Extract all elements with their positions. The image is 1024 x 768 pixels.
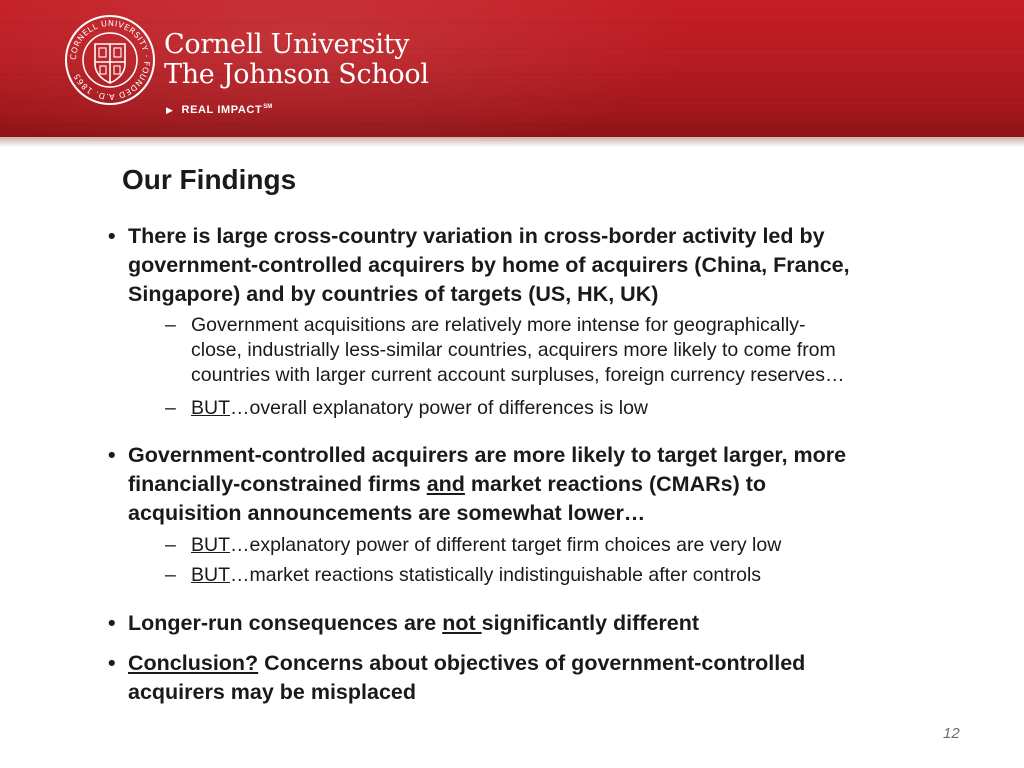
but-emphasis: BUT [191,534,230,556]
sub-dash: – [165,397,176,419]
page-number: 12 [943,725,960,742]
bullet-1 [108,222,1008,309]
not-emphasis: not [442,611,482,635]
tagline [166,104,272,116]
header-banner [0,0,1024,137]
bullet-dot: • [108,443,116,467]
bullet-2-sub-2 [165,563,1011,588]
sub-line-1: Government acquisitions are relatively more intense for geographically- [191,314,806,336]
conclusion-emphasis: Conclusion? [128,651,259,675]
slide-title: Our Findings [122,164,297,195]
sub-dash: – [165,534,176,556]
but-emphasis: BUT [191,397,230,419]
university-name: Cornell University [164,29,410,60]
bullet-1-line-2: government-controlled acquirers by home of acquirers (China, France, [128,253,850,277]
bullet-dot: • [108,224,116,248]
bullet-3: • Longer-run consequences are not significantly different [128,609,1008,638]
bullet-4 [108,649,1008,707]
tagline-text: REAL IMPACT [181,104,263,116]
seal-ring-text: CORNELL UNIVERSITY · FOUNDED A.D. 1865 [68,18,152,102]
and-emphasis: and [426,472,465,496]
bullet-dot: • [108,611,116,635]
sub-line-3: countries with larger current account surpluses, foreign currency reserves… [191,364,845,386]
bullet-2-line-3: acquisition announcements are somewhat lower… [128,501,646,525]
bullet-dot: • [108,651,116,675]
sub-dash: – [165,564,176,586]
sub-text: …explanatory power of different target firm choices are very low [230,534,782,556]
bullet-1-sub-2 [165,396,1011,421]
sub-text: …overall explanatory power of differences is low [230,397,649,419]
bullet-4-line-2: acquirers may be misplaced [128,680,417,704]
bullet-2-line-1: Government-controlled acquirers are more likely to target larger, more [128,443,847,467]
bullet-4-line-1: Conclusion? Concerns about objectives of government-controlled [128,651,806,675]
bullet-2 [108,441,1008,528]
bullet-2-line-2: financially-constrained firms and market reactions (CMARs) to [128,472,767,496]
cornell-seal-icon [64,14,156,106]
banner-shadow [0,137,1024,147]
play-arrow-icon: ▶ [166,104,174,115]
school-name: The Johnson School [164,59,429,90]
but-emphasis: BUT [191,564,230,586]
sub-text: …market reactions statistically indistinguishable after controls [230,564,762,586]
tagline-mark: SM [263,104,273,110]
bullet-2-sub-1 [165,533,1011,558]
sub-dash: – [165,314,176,336]
bullet-1-line-3: Singapore) and by countries of targets (US, HK, UK) [128,282,659,306]
bullet-1-line-1: There is large cross-country variation in cross-border activity led by [128,224,825,248]
bullet-1-sub-1 [165,313,1011,388]
sub-line-2: close, industrially less-similar countries, acquirers more likely to come from [191,339,836,361]
